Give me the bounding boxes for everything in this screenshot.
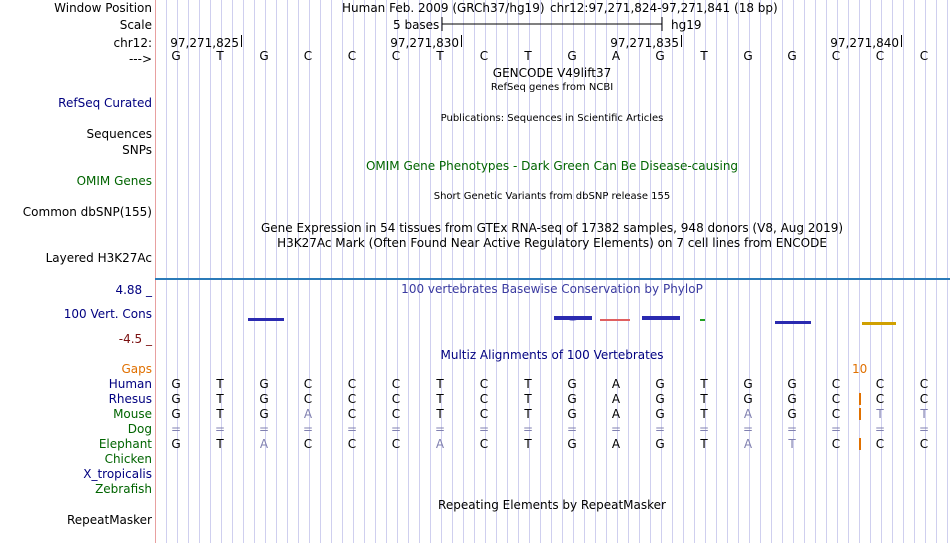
- coordinate-label: 97,271,825: [170, 36, 239, 50]
- alignment-base-elephant: C: [831, 437, 841, 451]
- gridline: [375, 0, 376, 543]
- phylop-max-label: 4.88 _: [115, 283, 152, 297]
- common-dbsnp-label[interactable]: Common dbSNP(155): [22, 205, 152, 219]
- alignment-base-human: G: [743, 377, 753, 391]
- gridline: [386, 0, 387, 543]
- sequence-base: G: [567, 49, 577, 63]
- alignment-base-rhesus: G: [743, 392, 753, 406]
- gridline: [287, 0, 288, 543]
- gridline: [617, 0, 618, 543]
- alignment-base-rhesus: C: [919, 392, 929, 406]
- alignment-base-mouse: C: [347, 407, 357, 421]
- gridline: [188, 0, 189, 543]
- gaps-label: Gaps: [121, 362, 152, 376]
- gridline: [221, 0, 222, 543]
- gridline: [815, 0, 816, 543]
- alignment-base-human: C: [919, 377, 929, 391]
- species-label-mouse: Mouse: [113, 407, 152, 421]
- repeatmasker-label[interactable]: RepeatMasker: [66, 513, 152, 527]
- insertion-marker: [859, 438, 861, 450]
- alignment-base-elephant: T: [788, 437, 796, 451]
- species-label-chicken: Chicken: [104, 452, 152, 466]
- refseq-track-title: RefSeq genes from NCBI: [490, 82, 614, 93]
- gridline: [177, 0, 178, 543]
- gridline: [936, 0, 937, 543]
- alignment-base-mouse: G: [787, 407, 797, 421]
- sequence-base: G: [171, 49, 181, 63]
- sequences-label[interactable]: Sequences: [86, 127, 152, 141]
- species-label-dog: Dog: [127, 422, 152, 436]
- sequence-base: C: [391, 49, 401, 63]
- gridline: [232, 0, 233, 543]
- alignment-base-dog: =: [302, 422, 314, 436]
- coordinate-tick: [681, 35, 682, 47]
- gridline: [353, 0, 354, 543]
- gridline: [705, 0, 706, 543]
- gridline: [210, 0, 211, 543]
- gridline: [837, 0, 838, 543]
- alignment-base-mouse: C: [479, 407, 489, 421]
- alignment-base-dog: =: [390, 422, 402, 436]
- alignment-base-mouse: G: [567, 407, 577, 421]
- alignment-base-elephant: A: [743, 437, 753, 451]
- gridline: [760, 0, 761, 543]
- omim-track-title: OMIM Gene Phenotypes - Dark Green Can Be Disease-causing: [365, 159, 739, 173]
- alignment-base-dog: =: [742, 422, 754, 436]
- alignment-base-dog: =: [830, 422, 842, 436]
- omim-genes-label[interactable]: OMIM Genes: [76, 174, 152, 188]
- alignment-base-human: G: [655, 377, 665, 391]
- h3k27ac-track-title: H3K27Ac Mark (Often Found Near Active Regulatory Elements) on 7 cell lines from ENCODE: [277, 236, 827, 250]
- gtex-track-title: Gene Expression in 54 tissues from GTEx RNA-seq of 17382 samples, 948 donors (V8, Aug 2019): [260, 221, 844, 235]
- coordinate-tick: [241, 35, 242, 47]
- alignment-base-rhesus: G: [567, 392, 577, 406]
- alignment-base-rhesus: G: [171, 392, 181, 406]
- gridline: [452, 0, 453, 543]
- phylop-min-label: -4.5 _: [118, 332, 152, 346]
- gencode-track-title: GENCODE V49lift37: [492, 66, 612, 80]
- repeatmasker-track-title: Repeating Elements by RepeatMasker: [438, 498, 666, 512]
- alignment-base-elephant: T: [700, 437, 708, 451]
- gridline: [441, 0, 442, 543]
- sequence-base: G: [743, 49, 753, 63]
- alignment-base-dog: =: [918, 422, 930, 436]
- gridline: [320, 0, 321, 543]
- gridline: [463, 0, 464, 543]
- alignment-base-rhesus: G: [655, 392, 665, 406]
- alignment-base-elephant: A: [435, 437, 445, 451]
- alignment-base-dog: =: [654, 422, 666, 436]
- gridline: [243, 0, 244, 543]
- snps-label[interactable]: SNPs: [122, 143, 152, 157]
- species-label-x-tropicalis: X_tropicalis: [83, 467, 152, 481]
- alignment-base-rhesus: A: [611, 392, 621, 406]
- publications-track-title: Publications: Sequences in Scientific Articles: [440, 113, 664, 124]
- alignment-base-human: G: [171, 377, 181, 391]
- alignment-base-dog: =: [522, 422, 534, 436]
- gridline: [738, 0, 739, 543]
- sequence-base: G: [787, 49, 797, 63]
- gridline: [342, 0, 343, 543]
- coordinate-label: 97,271,835: [610, 36, 679, 50]
- alignment-base-mouse: G: [171, 407, 181, 421]
- gridline: [408, 0, 409, 543]
- panel-left-border: [155, 0, 156, 543]
- gridline: [485, 0, 486, 543]
- gridline: [474, 0, 475, 543]
- strand-arrow-label: --->: [128, 52, 152, 66]
- species-label-rhesus: Rhesus: [108, 392, 152, 406]
- gridline: [804, 0, 805, 543]
- sequence-base: C: [347, 49, 357, 63]
- track-labels-column: [0, 0, 155, 543]
- dbsnp-track-title: Short Genetic Variants from dbSNP release 155: [433, 191, 671, 202]
- alignment-base-rhesus: C: [303, 392, 313, 406]
- alignment-base-elephant: C: [919, 437, 929, 451]
- gridline: [166, 0, 167, 543]
- alignment-base-human: T: [216, 377, 224, 391]
- alignment-base-dog: =: [170, 422, 182, 436]
- species-label-human: Human: [108, 377, 152, 391]
- alignment-base-elephant: G: [655, 437, 665, 451]
- alignment-base-rhesus: C: [831, 392, 841, 406]
- gridline: [298, 0, 299, 543]
- alignment-base-mouse: T: [436, 407, 444, 421]
- alignment-base-dog: =: [786, 422, 798, 436]
- alignment-base-dog: =: [346, 422, 358, 436]
- sequence-base: T: [524, 49, 532, 63]
- alignment-base-mouse: C: [831, 407, 841, 421]
- alignment-base-dog: =: [478, 422, 490, 436]
- alignment-base-dog: =: [874, 422, 886, 436]
- alignment-base-elephant: C: [391, 437, 401, 451]
- track-image-panel[interactable]: [155, 0, 950, 543]
- alignment-base-human: C: [479, 377, 489, 391]
- alignment-base-elephant: C: [875, 437, 885, 451]
- vert-cons-label[interactable]: 100 Vert. Cons: [63, 307, 152, 321]
- sequence-base: T: [216, 49, 224, 63]
- alignment-base-rhesus: G: [787, 392, 797, 406]
- scale-bar: [440, 17, 664, 31]
- alignment-base-dog: =: [434, 422, 446, 436]
- gridline: [903, 0, 904, 543]
- gridline: [397, 0, 398, 543]
- alignment-base-human: C: [347, 377, 357, 391]
- alignment-base-mouse: T: [524, 407, 532, 421]
- alignment-base-rhesus: C: [347, 392, 357, 406]
- alignment-base-dog: =: [214, 422, 226, 436]
- gridline: [947, 0, 948, 543]
- alignment-base-elephant: G: [567, 437, 577, 451]
- alignment-base-mouse: A: [611, 407, 621, 421]
- gridline: [419, 0, 420, 543]
- gridline: [199, 0, 200, 543]
- alignment-base-elephant: A: [259, 437, 269, 451]
- alignment-base-human: T: [436, 377, 444, 391]
- gridline: [265, 0, 266, 543]
- scale-label: Scale: [119, 18, 152, 32]
- gridline: [672, 0, 673, 543]
- species-label-elephant: Elephant: [98, 437, 152, 451]
- alignment-base-elephant: A: [611, 437, 621, 451]
- gridline: [639, 0, 640, 543]
- alignment-base-human: C: [303, 377, 313, 391]
- gridline: [793, 0, 794, 543]
- alignment-base-mouse: T: [876, 407, 884, 421]
- sequence-base: T: [436, 49, 444, 63]
- alignment-base-human: A: [611, 377, 621, 391]
- gridline: [331, 0, 332, 543]
- alignment-base-rhesus: C: [875, 392, 885, 406]
- sequence-base: C: [919, 49, 929, 63]
- alignment-base-rhesus: T: [700, 392, 708, 406]
- alignment-base-mouse: T: [700, 407, 708, 421]
- alignment-base-human: T: [524, 377, 532, 391]
- chrom-label: chr12:: [113, 36, 152, 50]
- alignment-base-elephant: T: [216, 437, 224, 451]
- gridline: [661, 0, 662, 543]
- insertion-marker: [859, 393, 861, 405]
- gap-count-label: 10: [852, 362, 868, 376]
- gridline: [276, 0, 277, 543]
- alignment-base-human: C: [875, 377, 885, 391]
- alignment-base-human: G: [259, 377, 269, 391]
- alignment-base-rhesus: C: [391, 392, 401, 406]
- sequence-base: C: [303, 49, 313, 63]
- gridline: [430, 0, 431, 543]
- phylop-track-title: 100 vertebrates Basewise Conservation by PhyloP: [401, 282, 703, 296]
- alignment-base-rhesus: T: [216, 392, 224, 406]
- gridline: [716, 0, 717, 543]
- gridline: [826, 0, 827, 543]
- alignment-base-mouse: A: [303, 407, 313, 421]
- gridline: [694, 0, 695, 543]
- alignment-base-mouse: G: [655, 407, 665, 421]
- coordinate-label: 97,271,830: [390, 36, 459, 50]
- sequence-base: A: [611, 49, 621, 63]
- sequence-base: T: [700, 49, 708, 63]
- gridline: [254, 0, 255, 543]
- scale-bar-label: 5 bases: [393, 18, 440, 32]
- gridline: [892, 0, 893, 543]
- alignment-base-rhesus: G: [259, 392, 269, 406]
- alignment-base-human: G: [567, 377, 577, 391]
- alignment-base-mouse: T: [920, 407, 928, 421]
- alignment-base-elephant: T: [524, 437, 532, 451]
- gridline: [848, 0, 849, 543]
- alignment-base-elephant: C: [303, 437, 313, 451]
- gridline: [749, 0, 750, 543]
- gridline: [870, 0, 871, 543]
- alignment-base-dog: =: [258, 422, 270, 436]
- scale-db-label: hg19: [671, 18, 702, 32]
- alignment-base-mouse: G: [259, 407, 269, 421]
- gridline: [364, 0, 365, 543]
- coordinate-label: 97,271,840: [830, 36, 899, 50]
- gridline: [628, 0, 629, 543]
- alignment-base-human: C: [831, 377, 841, 391]
- layered-h3k27ac-label[interactable]: Layered H3K27Ac: [45, 251, 152, 265]
- alignment-base-rhesus: C: [479, 392, 489, 406]
- gridline: [650, 0, 651, 543]
- section-divider: [155, 278, 950, 280]
- alignment-base-mouse: C: [391, 407, 401, 421]
- alignment-base-elephant: C: [479, 437, 489, 451]
- gridline: [309, 0, 310, 543]
- sequence-base: G: [655, 49, 665, 63]
- alignment-base-dog: =: [698, 422, 710, 436]
- alignment-base-dog: =: [566, 422, 578, 436]
- phylop-conservation-graph: [155, 305, 950, 335]
- gridline: [727, 0, 728, 543]
- window-position-value: chr12:97,271,824-97,271,841 (18 bp): [550, 1, 778, 15]
- gridline: [782, 0, 783, 543]
- alignment-base-human: C: [391, 377, 401, 391]
- gridline: [859, 0, 860, 543]
- alignment-base-mouse: T: [216, 407, 224, 421]
- gridline: [881, 0, 882, 543]
- insertion-marker: [859, 408, 861, 420]
- gridline: [925, 0, 926, 543]
- gridline: [914, 0, 915, 543]
- alignment-base-mouse: A: [743, 407, 753, 421]
- species-label-zebrafish: Zebrafish: [95, 482, 152, 496]
- alignment-base-dog: =: [610, 422, 622, 436]
- alignment-base-elephant: C: [347, 437, 357, 451]
- alignment-base-elephant: G: [171, 437, 181, 451]
- sequence-base: C: [875, 49, 885, 63]
- refseq-curated-label[interactable]: RefSeq Curated: [58, 96, 152, 110]
- sequence-base: G: [259, 49, 269, 63]
- alignment-base-rhesus: T: [524, 392, 532, 406]
- assembly-label: Human Feb. 2009 (GRCh37/hg19): [342, 1, 545, 15]
- window-position-label: Window Position: [54, 1, 152, 15]
- alignment-base-human: G: [787, 377, 797, 391]
- coordinate-tick: [461, 35, 462, 47]
- gridline: [771, 0, 772, 543]
- gridline: [683, 0, 684, 543]
- sequence-base: C: [831, 49, 841, 63]
- alignment-base-rhesus: T: [436, 392, 444, 406]
- alignment-base-human: T: [700, 377, 708, 391]
- sequence-base: C: [479, 49, 489, 63]
- multiz-track-title: Multiz Alignments of 100 Vertebrates: [440, 348, 664, 362]
- coordinate-tick: [901, 35, 902, 47]
